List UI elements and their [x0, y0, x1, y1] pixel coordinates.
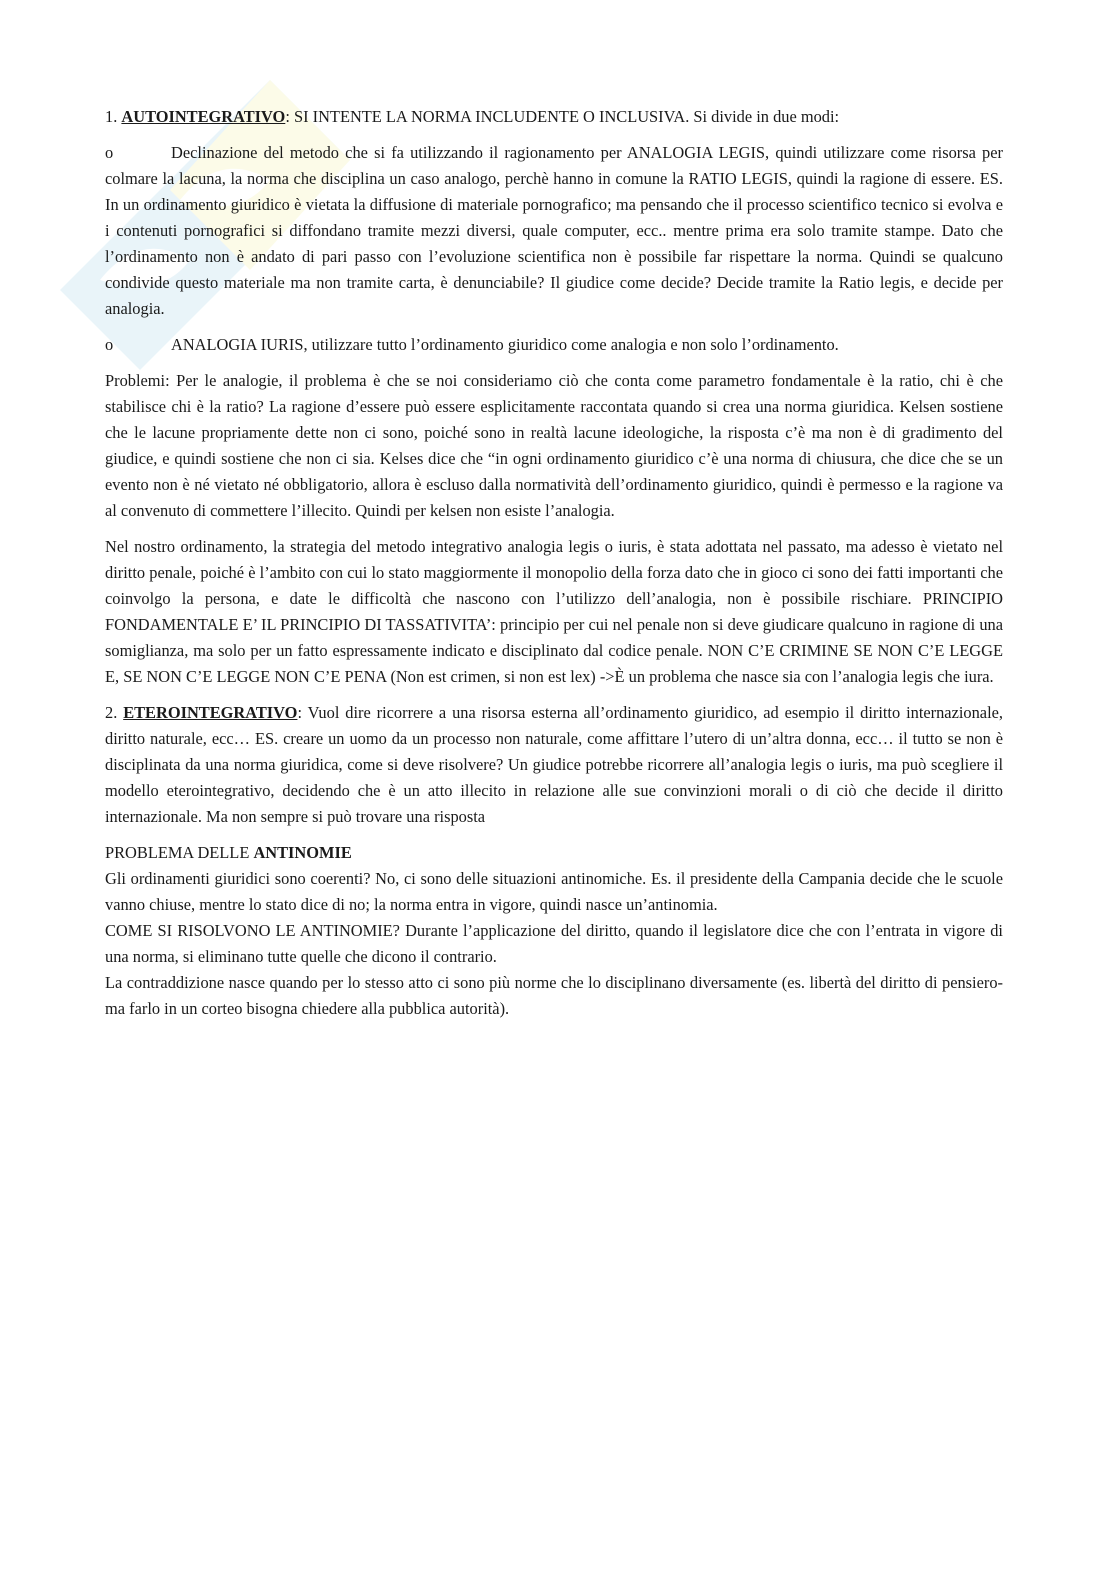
bullet-marker: o [105, 143, 114, 162]
paragraph-problemi: Problemi: Per le analogie, il problema è che se noi consideriamo ciò che conta come parametro fondamentale è la ratio, chi è che stabilisce chi è la ratio? La ragione d’essere può essere esplicitamente raccontata quando si crea una norma giuridica. Kelsen sostiene che le lacune propriamente dette non ci sono, poiché sono in realtà lacune ideologiche, la risposta c’è ma non è di gradimento del giudice, e quindi sostiene che non ci sia. Kelses dice che “in ogni ordinamento giuridico c’è una norma di chiusura, che dice che se un evento non è né vietato né obbligatorio, allora è escluso dalla normatività dell’ordinamento giuridico, quindi è permesso e la ragione va al convenuto di commettere l’illecito. Quindi per kelsen non esiste l’analogia. [105, 371, 1003, 520]
section-title: AUTOINTEGRATIVO [121, 107, 286, 126]
list-item-analogia-iuris [105, 332, 1003, 358]
section-number: 1. [105, 107, 122, 126]
paragraph-antinomie-2: COME SI RISOLVONO LE ANTINOMIE? Durante l’applicazione del diritto, quando il legislatore dice che con l’entrata in vigore di una norma, si eliminano tutte quelle che dicono il contrario. [105, 921, 1003, 966]
heading-bold: ANTINOMIE [253, 843, 352, 862]
section-eterointegrativo [105, 700, 1003, 830]
document-page [105, 104, 1003, 1022]
section-title: ETEROINTEGRATIVO [123, 703, 298, 722]
bullet-marker: o [105, 335, 114, 354]
section-autointegrativo [105, 104, 1003, 130]
paragraph-antinomie-3: La contraddizione nasce quando per lo stesso atto ci sono più norme che lo disciplinano diversamente (es. libertà del diritto di pensiero- ma farlo in un corteo bisogna chiedere alla pubblica autorità). [105, 973, 1003, 1018]
heading-prefix: PROBLEMA DELLE [105, 843, 254, 862]
heading-antinomie [105, 840, 1003, 866]
section-intro: : SI INTENTE LA NORMA INCLUDENTE O INCLUSIVA. Si divide in due modi: [285, 107, 840, 126]
paragraph-nostro-ordinamento: Nel nostro ordinamento, la strategia del metodo integrativo analogia legis o iuris, è stata adottata nel passato, ma adesso è vietato nel diritto penale, poiché è l’ambito con cui lo stato maggiormente il monopolio della forza dato che in gioco ci sono dei fatti importanti che coinvolgo la persona, e date le difficoltà che nascono con l’utilizzo dell’analogia, non è possibile rischiare. PRINCIPIO FONDAMENTALE E’ IL PRINCIPIO DI TASSATIVITA’: principio per cui nel penale non si deve giudicare qualcuno in ragione di una somiglianza, ma solo per un fatto espressamente indicato e disciplinato dal codice penale. NON C’E CRIMINE SE NON C’E LEGGE E, SE NON C’E LEGGE NON C’E PENA (Non est crimen, si non est lex) ->È un problema che nasce sia con l’analogia legis che iura. [105, 537, 1003, 686]
list-item-analogia-legis [105, 140, 1003, 322]
section-body: : Vuol dire ricorrere a una risorsa esterna all’ordinamento giuridico, ad esempio il diritto internazionale, diritto naturale, ecc… ES. creare un uomo da un processo non naturale, come affittare l’utero di un’altra donna, ecc… il tutto se non è disciplinata da una norma giuridica, come si deve risolvere? Un giudice potrebbe ricorrere all’analogia legis o iuris, ma può scegliere il modello eterointegrativo, decidendo che è un atto illecito in relazione alle sue convinzioni morali o di ciò che decide il diritto internazionale. Ma non sempre si può trovare una risposta [105, 703, 1003, 826]
bullet-text: Declinazione del metodo che si fa utilizzando il ragionamento per ANALOGIA LEGIS, quindi utilizzare come risorsa per colmare la lacuna, la norma che disciplina un caso analogo, perchè hanno in comune la RATIO LEGIS, quindi la ragione di essere. ES. In un ordinamento giuridico è vietata la diffusione di materiale pornografico; ma pensando che il processo scientifico tecnico si evolva e i contenuti pornografici si diffondano tramite mezzi diversi, quale computer, ecc.. mentre prima era solo tramite stampe. Dato che l’ordinamento non è andato di pari passo con l’evoluzione scientifica non è possibile far rispettare la norma. Quindi se qualcuno condivide questo materiale ma non tramite carta, è denunciabile? Il giudice come decide? Decide tramite la Ratio legis, e decide per analogia. [105, 143, 1003, 318]
section-number: 2. [105, 703, 124, 722]
bullet-text: ANALOGIA IURIS, utilizzare tutto l’ordinamento giuridico come analogia e non solo l’ordinamento. [171, 335, 839, 354]
paragraph-antinomie-1: Gli ordinamenti giuridici sono coerenti? No, ci sono delle situazioni antinomiche. Es. il presidente della Campania decide che le scuole vanno chiuse, mentre lo stato dice di no; la norma entra in vigore, quindi nasce un’antinomia. [105, 869, 1003, 914]
